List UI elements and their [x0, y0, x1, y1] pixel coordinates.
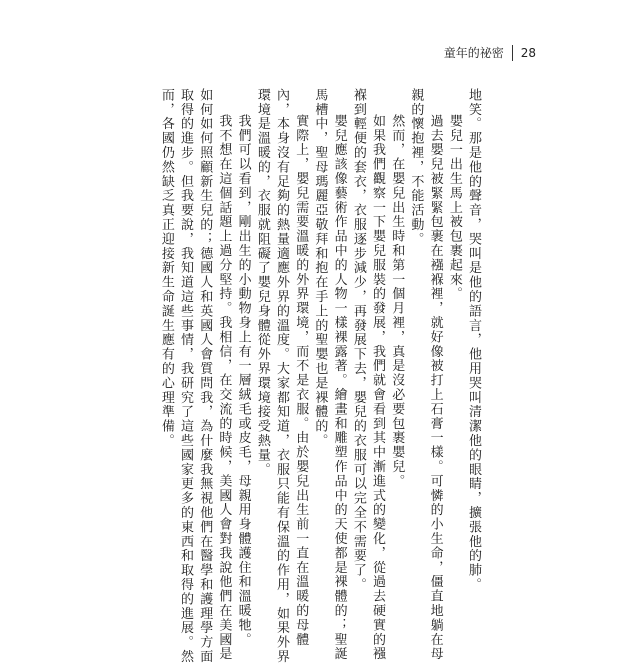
- running-header: [444, 44, 536, 61]
- text-column: 嬰兒一出生馬上被包裹起來。: [446, 114, 462, 302]
- text-column: 地笑。那是他的聲音，哭叫是他的語言，他用哭叫清潔他的眼睛，擴張他的肺。: [466, 88, 481, 592]
- text-column: 然而，在嬰兒出生時和第一個月裡，真是沒必要包裹嬰兒。: [389, 114, 405, 489]
- book-title: 童年的祕密: [443, 46, 504, 60]
- text-column: 實際上，嬰兒需要溫暖的外界環境，而不是衣服。由於嬰兒出生前一直在溫暖的母體: [293, 114, 309, 647]
- text-column: 如果我們觀察一下嬰兒服裝的發展，我們就會看到其中漸進式的變化，從過去硬實的襁: [370, 114, 385, 662]
- page-body: [152, 88, 482, 664]
- text-column: 過去嬰兒被緊緊包裹在襁褓裡，就好像被打上石膏一樣。可憐的小生命，僵直地躺在母: [427, 114, 443, 662]
- text-column: 而，各國仍然缺乏真正迎接新生命誕生應有的心理準備。: [158, 88, 174, 448]
- page-number: 28: [520, 45, 536, 60]
- text-column: 嬰兒應該像藝術作品中的人物一樣裸露著。繪畫和雕塑作品中的天使都是裸體的；聖誕: [331, 114, 347, 662]
- text-column: 內，本身沒有足夠的熱量適應外界的溫度。大家都知道，衣服只能有保溫的作用，如果外界: [274, 88, 289, 664]
- text-column: 馬槽中，聖母瑪麗亞敬拜和抱在手上的聖嬰也是裸體的。: [312, 88, 328, 448]
- text-column: 如何如何照顧新生兒的；德國人和英國人會質問我，為什麼我無視他們在醫學和護理學方面: [197, 88, 213, 664]
- text-column: 取得的進步。但我要說，我知道這些事情，我研究了這些國家更多的東西和取得的進展。然: [178, 88, 193, 664]
- text-column: 我們可以看到，剛出生的小動物身上有一層絨毛或皮毛，母親用身體護住和溫暖牠。: [235, 114, 251, 647]
- header-divider: [512, 45, 513, 61]
- text-column: 褓到輕便的套衣，衣服逐步減少，再發展下去，嬰兒的衣服可以完全不需要了。: [350, 88, 366, 592]
- text-column: 我不想在這個話題上過分堅持。我相信，在交流的時候，美國人會對我說他們在美國是: [216, 114, 232, 662]
- text-column: 環境是溫暖的，衣服就阻礙了嬰兒身體從外界環境接受熱量。: [254, 88, 270, 477]
- text-column: 親的懷抱裡，不能活動。: [408, 88, 424, 247]
